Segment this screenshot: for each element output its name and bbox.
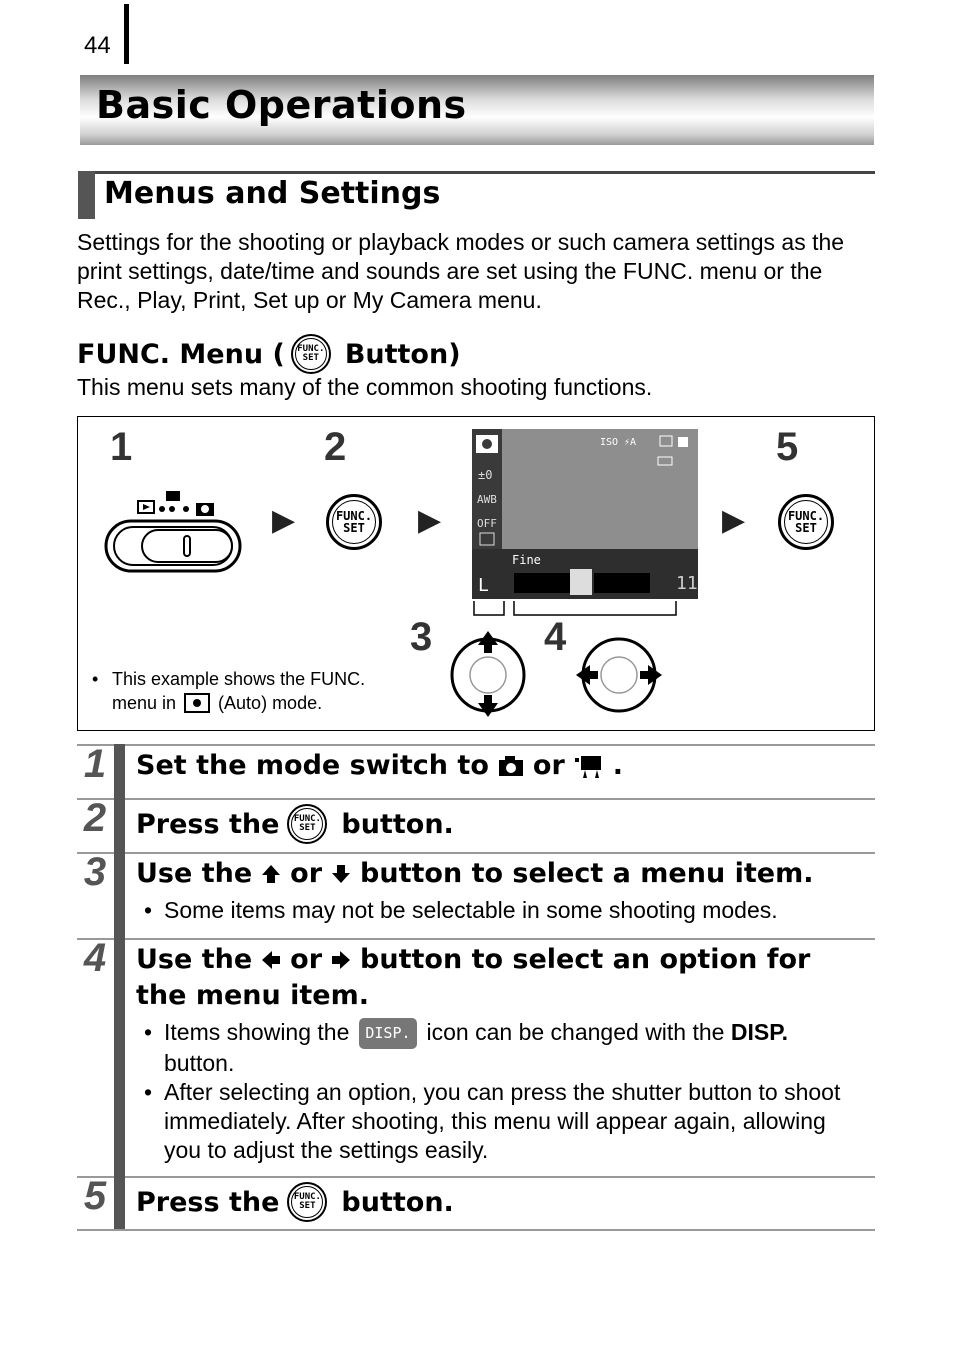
diagram-label-1: 1 (110, 425, 133, 469)
up-down-dial-icon (446, 629, 530, 719)
step-2 (77, 798, 875, 852)
section-rule (78, 171, 875, 174)
step-rule (77, 798, 875, 800)
diagram-note-line-2 (92, 691, 365, 715)
step-bar (114, 938, 125, 1176)
chapter-title: Basic Operations (96, 83, 467, 127)
svg-text:AWB: AWB (477, 493, 497, 506)
step-number: 4 (83, 936, 107, 980)
svg-text:ISO: ISO (600, 437, 619, 448)
section-intro: Settings for the shooting or playback modes or such camera settings as the print settings, date/time and sounds are set using the FUNC. menu or the Rec., Play, Print, Set up or My Camera menu. (77, 229, 845, 313)
arrow-right-icon: ▶ (272, 504, 296, 537)
step-number: 2 (83, 796, 107, 840)
disp-icon: DISP. (359, 1018, 416, 1049)
set-label: SET (302, 353, 319, 363)
func-set-icon (291, 334, 331, 374)
step-text: Set the mode switch to (136, 750, 489, 781)
step-rule (77, 938, 875, 940)
arrow-right-icon: ▶ (418, 504, 442, 537)
diagram-note-line-1: • This example shows the FUNC. (92, 667, 365, 691)
func-heading-text-1: FUNC. Menu ( (77, 338, 285, 370)
func-set-button-icon (778, 494, 834, 550)
func-menu-heading (77, 334, 461, 374)
func-heading-text-2: Button) (344, 338, 461, 370)
left-right-dial-icon (574, 631, 664, 717)
step-text: or (290, 944, 323, 975)
step-heading (136, 858, 813, 889)
set-label: SET (343, 521, 365, 535)
section-title: Menus and Settings (104, 176, 441, 211)
svg-text:⚡A: ⚡A (624, 437, 637, 448)
step-rule (77, 1176, 875, 1178)
set-label: SET (299, 823, 316, 833)
lcd-option-2 (594, 573, 650, 593)
func-set-button-icon (326, 494, 382, 550)
diagram-note (92, 667, 365, 715)
func-set-icon (287, 804, 327, 844)
step-heading (136, 750, 623, 781)
step-text: button. (341, 1186, 454, 1218)
step-3 (77, 852, 875, 938)
step-5 (77, 1176, 875, 1230)
disp-label: DISP. (730, 1019, 788, 1045)
step-number: 1 (83, 742, 107, 786)
svg-text:±0: ±0 (478, 468, 493, 482)
step-bullet (144, 1018, 864, 1078)
step-rule (77, 744, 875, 746)
step-number: 3 (83, 850, 107, 894)
page-number-bar (124, 4, 129, 64)
chapter-title-bar (80, 75, 874, 145)
page-number: 44 (84, 32, 111, 59)
diagram-label-2: 2 (324, 425, 347, 469)
arrow-right-icon: ▶ (722, 504, 746, 537)
func-label: FUNC. (335, 509, 373, 523)
bullet-text: Items showing the (164, 1019, 350, 1045)
note-text-before: menu in (112, 693, 177, 713)
lcd-status-icons (592, 433, 696, 473)
diagram-label-5: 5 (776, 425, 799, 469)
step-text: Press the (136, 808, 280, 840)
step-body (144, 1018, 864, 1165)
auto-mode-icon (184, 693, 210, 713)
step-text: or (290, 858, 323, 889)
lcd-option-1 (514, 573, 570, 593)
lcd-menu-icons (472, 429, 502, 549)
down-arrow-icon (330, 863, 352, 885)
set-label: SET (299, 1201, 316, 1211)
lcd-quality-label: Fine (512, 553, 541, 567)
steps-bottom-rule (77, 1229, 875, 1231)
step-text: Press the (136, 1186, 280, 1218)
step-text: button to select a menu item. (360, 858, 814, 889)
right-arrow-icon (330, 949, 352, 971)
step-text: Use the (136, 944, 253, 975)
step-bar (114, 1176, 125, 1230)
camera-icon (497, 755, 525, 777)
step-heading (136, 1182, 454, 1222)
step-bar (114, 744, 125, 798)
lcd-option-selected (570, 569, 592, 595)
diagram-label-3: 3 (410, 615, 433, 659)
func-label: FUNC. (293, 814, 321, 824)
lcd-brackets (472, 601, 682, 619)
up-arrow-icon (260, 863, 282, 885)
note-text-after: (Auto) mode. (218, 693, 323, 713)
func-menu-diagram (77, 416, 875, 731)
lcd-shots-remaining: 11 (676, 573, 698, 594)
svg-text:OFF: OFF (477, 517, 497, 530)
step-text: or (532, 750, 565, 781)
lcd-screen (472, 429, 698, 599)
set-label: SET (795, 521, 817, 535)
step-heading-line-2: the menu item. (136, 980, 369, 1011)
step-4 (77, 938, 875, 1176)
step-text: button. (341, 808, 454, 840)
lcd-option-bar (472, 549, 698, 599)
step-bullet: • After selecting an option, you can press the shutter button to shoot immediately. After shooting, this menu will appear again, allowing you to adjust the settings easily. (144, 1078, 864, 1165)
step-rule (77, 852, 875, 854)
step-bar (114, 798, 125, 852)
func-set-icon (287, 1182, 327, 1222)
left-arrow-icon (260, 949, 282, 971)
step-text: button to select an option for (360, 944, 811, 975)
bullet-text: icon can be changed with the (426, 1019, 725, 1045)
section-marker (78, 171, 95, 219)
movie-icon (573, 754, 605, 778)
diagram-label-4: 4 (544, 615, 567, 659)
step-number: 5 (83, 1174, 107, 1218)
step-text: Use the (136, 858, 253, 889)
func-label: FUNC. (297, 344, 325, 354)
func-label: FUNC. (787, 509, 825, 523)
step-body (144, 896, 864, 925)
step-text: . (612, 750, 624, 781)
lcd-size-label: L (478, 575, 489, 596)
step-bar (114, 852, 125, 938)
bullet-text: button. (164, 1050, 235, 1077)
func-label: FUNC. (293, 1192, 321, 1202)
mode-switch-icon (104, 485, 244, 575)
step-bullet: • Some items may not be selectable in some shooting modes. (144, 896, 864, 925)
step-heading (136, 804, 454, 844)
func-menu-description: This menu sets many of the common shooting functions. (77, 374, 653, 400)
step-1 (77, 744, 875, 798)
step-heading (136, 944, 810, 975)
